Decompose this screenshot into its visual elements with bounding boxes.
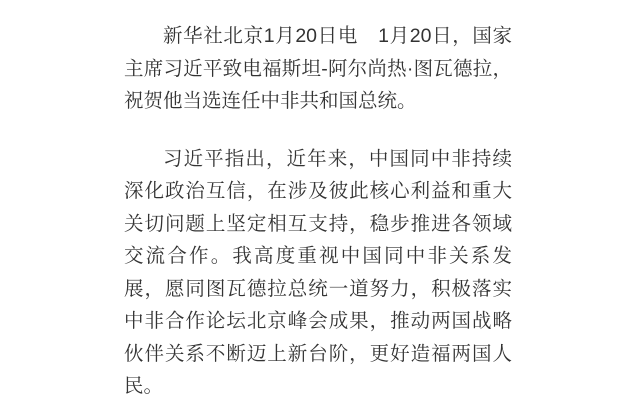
article-body xyxy=(124,0,512,403)
article-paragraph-1: 新华社北京1月20日电 1月20日，国家主席习近平致电福斯坦-阿尔尚热·图瓦德拉，祝贺他当选连任中非共和国总统。 xyxy=(124,25,512,112)
article-paragraph-2: 习近平指出，近年来，中国同中非持续深化政治互信，在涉及彼此核心利益和重大关切问题上坚定相互支持，稳步推进各领域交流合作。我高度重视中国同中非关系发展，愿同图瓦德拉总统一道努力，积极落实中非合作论坛北京峰会成果，推动两国战略伙伴关系不断迈上新台阶，更好造福两国人民。 xyxy=(124,147,512,397)
